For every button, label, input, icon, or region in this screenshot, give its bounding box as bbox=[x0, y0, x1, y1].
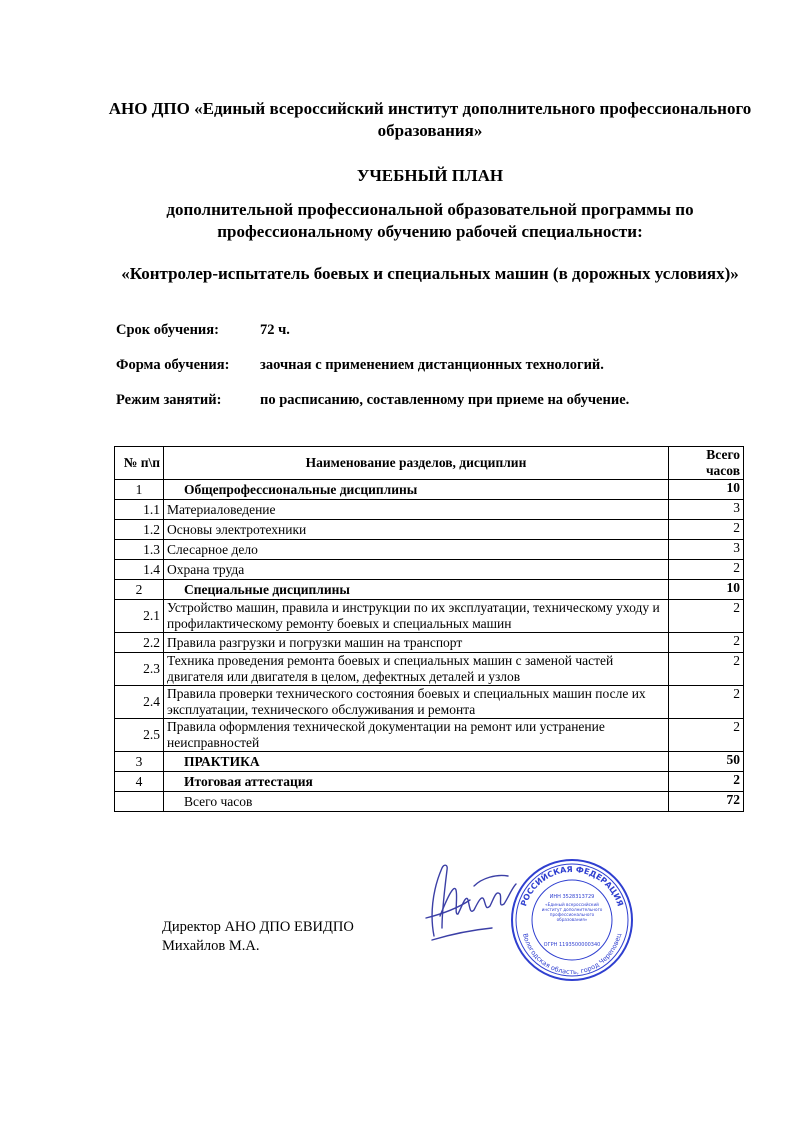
row-name: Правила проверки технического состояния боевых и специальных машин после их эксплуатации, технического обслуживания и ремонта bbox=[164, 686, 669, 719]
row-hours: 10 bbox=[669, 480, 744, 500]
row-number: 1.3 bbox=[115, 540, 164, 560]
stamp-inn: ИНН 3528313729 bbox=[549, 894, 595, 900]
row-name: Основы электротехники bbox=[164, 520, 669, 540]
table-row bbox=[115, 600, 744, 633]
row-name: ПРАКТИКА bbox=[164, 752, 669, 772]
table-row bbox=[115, 653, 744, 686]
study-form-value: заочная с применением дистанционных технологий. bbox=[260, 357, 604, 373]
study-term-label: Срок обучения: bbox=[116, 322, 219, 338]
table-row bbox=[115, 480, 744, 500]
row-hours: 2 bbox=[669, 633, 744, 653]
row-name: Материаловедение bbox=[164, 500, 669, 520]
row-number: 2.5 bbox=[115, 719, 164, 752]
row-number: 2.3 bbox=[115, 653, 164, 686]
stamp-center-text: «Единый всероссийский институт дополнительного профессионального образования» bbox=[541, 902, 603, 922]
row-name: Общепрофессиональные дисциплины bbox=[164, 480, 669, 500]
stamp-center-container bbox=[540, 902, 604, 938]
study-term-value: 72 ч. bbox=[260, 322, 290, 338]
row-number: 2.4 bbox=[115, 686, 164, 719]
row-hours: 3 bbox=[669, 540, 744, 560]
table-row bbox=[115, 633, 744, 653]
study-form-label: Форма обучения: bbox=[116, 357, 230, 373]
table-row bbox=[115, 540, 744, 560]
table-row bbox=[115, 719, 744, 752]
table-row bbox=[115, 520, 744, 540]
row-name: Специальные дисциплины bbox=[164, 580, 669, 600]
table-row bbox=[115, 686, 744, 719]
stamp-bottom-text: Вологодская область, город Череповец bbox=[521, 932, 623, 977]
table-header-row bbox=[115, 447, 744, 480]
row-name: Устройство машин, правила и инструкции по их эксплуатации, техническому уходу и профилактическому ремонту боевых и специальных машин bbox=[164, 600, 669, 633]
row-number: 1.1 bbox=[115, 500, 164, 520]
stamp-top-text: РОССИЙСКАЯ ФЕДЕРАЦИЯ bbox=[519, 864, 625, 908]
study-mode-label: Режим занятий: bbox=[116, 392, 222, 408]
row-number: 1 bbox=[115, 480, 164, 500]
row-number: 1.2 bbox=[115, 520, 164, 540]
total-number bbox=[115, 792, 164, 812]
table-row bbox=[115, 772, 744, 792]
total-label: Всего часов bbox=[164, 792, 669, 812]
program-description: дополнительной профессиональной образовательной программы по профессиональному обучению рабочей специальности: bbox=[166, 200, 694, 241]
specialty-name: «Контролер-испытатель боевых и специальных машин (в дорожных условиях)» bbox=[121, 264, 739, 283]
row-hours: 2 bbox=[669, 520, 744, 540]
study-mode-value: по расписанию, составленному при приеме на обучение. bbox=[260, 392, 630, 408]
table-row bbox=[115, 580, 744, 600]
row-hours: 50 bbox=[669, 752, 744, 772]
row-hours: 3 bbox=[669, 500, 744, 520]
row-number: 4 bbox=[115, 772, 164, 792]
curriculum-table bbox=[114, 446, 744, 812]
row-name: Правила оформления технической документации на ремонт или устранение неисправностей bbox=[164, 719, 669, 752]
header-number: № п\п bbox=[115, 447, 164, 480]
organization-stamp bbox=[510, 858, 634, 982]
row-hours: 2 bbox=[669, 686, 744, 719]
row-name: Правила разгрузки и погрузки машин на транспорт bbox=[164, 633, 669, 653]
director-position: Директор АНО ДПО ЕВИДПО bbox=[162, 919, 354, 935]
row-number: 2.2 bbox=[115, 633, 164, 653]
table-row bbox=[115, 500, 744, 520]
table-row bbox=[115, 752, 744, 772]
row-number: 2 bbox=[115, 580, 164, 600]
row-number: 1.4 bbox=[115, 560, 164, 580]
signature-block bbox=[162, 918, 354, 956]
row-hours: 2 bbox=[669, 653, 744, 686]
table-row bbox=[115, 560, 744, 580]
row-name: Охрана труда bbox=[164, 560, 669, 580]
header-name: Наименование разделов, дисциплин bbox=[164, 447, 669, 480]
row-hours: 2 bbox=[669, 719, 744, 752]
study-mode bbox=[116, 392, 630, 409]
stamp-ogrn: ОГРН 1193500000340 bbox=[543, 942, 601, 948]
study-term bbox=[116, 322, 290, 339]
table-total-row bbox=[115, 792, 744, 812]
director-name: Михайлов М.А. bbox=[162, 938, 260, 954]
organization-name: АНО ДПО «Единый всероссийский институт дополнительного профессионального образования» bbox=[108, 99, 752, 140]
row-name: Техника проведения ремонта боевых и специальных машин с заменой частей двигателя или двигателя в целом, дефектных деталей и узлов bbox=[164, 653, 669, 686]
plan-title: УЧЕБНЫЙ ПЛАН bbox=[356, 166, 504, 185]
row-hours: 2 bbox=[669, 600, 744, 633]
total-hours: 72 bbox=[669, 792, 744, 812]
study-form bbox=[116, 357, 604, 374]
row-number: 3 bbox=[115, 752, 164, 772]
row-name: Слесарное дело bbox=[164, 540, 669, 560]
row-hours: 2 bbox=[669, 772, 744, 792]
row-name: Итоговая аттестация bbox=[164, 772, 669, 792]
row-number: 2.1 bbox=[115, 600, 164, 633]
header-hours: Всего часов bbox=[669, 447, 744, 480]
row-hours: 2 bbox=[669, 560, 744, 580]
row-hours: 10 bbox=[669, 580, 744, 600]
